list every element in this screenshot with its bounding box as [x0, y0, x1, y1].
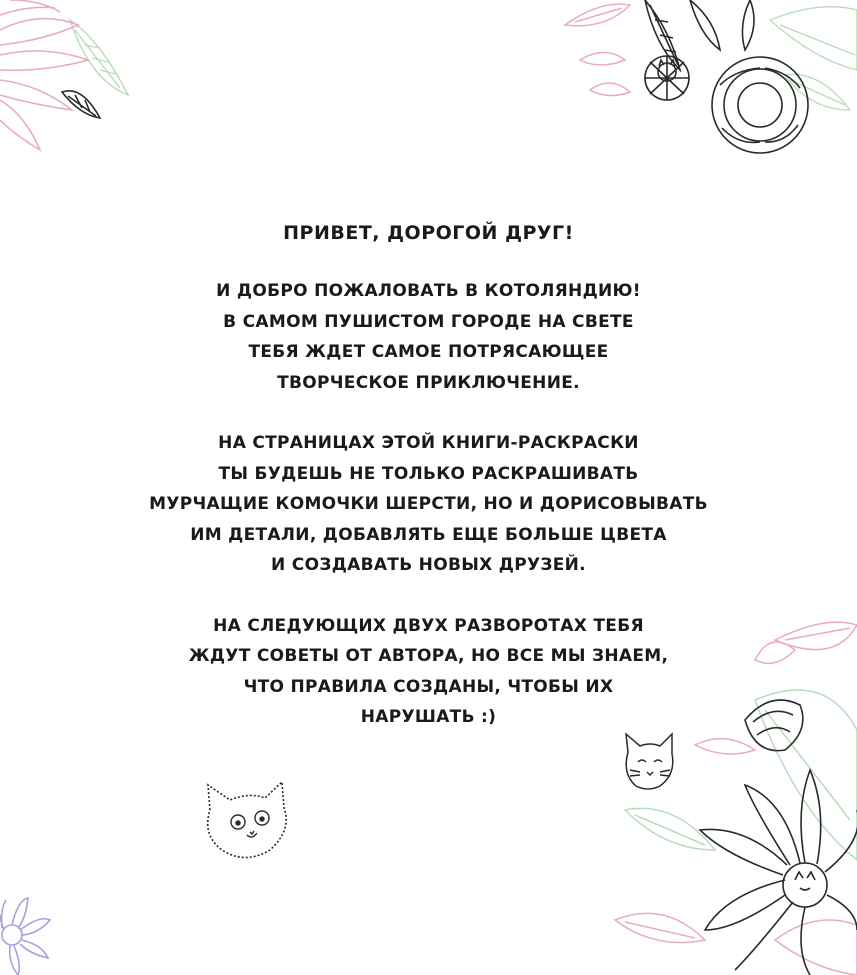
- text-line: ТЕБЯ ЖДЕТ САМОЕ ПОТРЯСАЮЩЕЕ: [248, 342, 609, 362]
- text-line: НА СТРАНИЦАХ ЭТОЙ КНИГИ-РАСКРАСКИ: [218, 433, 639, 453]
- text-line: НАРУШАТЬ :): [360, 707, 497, 727]
- text-line: ЧТО ПРАВИЛА СОЗДАНЫ, ЧТОБЫ ИХ: [243, 676, 614, 697]
- paragraph-1: [0, 276, 857, 398]
- text-line: В САМОМ ПУШИСТОМ ГОРОДЕ НА СВЕТЕ: [223, 311, 634, 332]
- text-line: ИМ ДЕТАЛИ, ДОБАВЛЯТЬ ЕЩЕ БОЛЬШЕ ЦВЕТА: [190, 524, 667, 545]
- dark-flower-icon: [560, 0, 857, 165]
- pink-flower-icon: [0, 0, 140, 165]
- page-title: ПРИВЕТ, ДОРОГОЙ ДРУГ!: [283, 222, 574, 244]
- paragraph-2: [0, 428, 857, 581]
- text-line: ТВОРЧЕСКОЕ ПРИКЛЮЧЕНИЕ.: [277, 372, 580, 393]
- dark-flower-icon: [595, 610, 857, 975]
- cat-face-icon: [200, 780, 295, 865]
- text-line: И СОЗДАВАТЬ НОВЫХ ДРУЗЕЙ.: [271, 555, 586, 575]
- purple-flower-icon: [0, 890, 55, 975]
- text-line: ЖДУТ СОВЕТЫ ОТ АВТОРА, НО ВСЕ МЫ ЗНАЕМ,: [188, 646, 669, 666]
- text-line: НА СЛЕДУЮЩИХ ДВУХ РАЗВОРОТАХ ТЕБЯ: [213, 615, 644, 636]
- text-line: ТЫ БУДЕШЬ НЕ ТОЛЬКО РАСКРАШИВАТЬ: [218, 463, 639, 484]
- text-line: И ДОБРО ПОЖАЛОВАТЬ В КОТОЛЯНДИЮ!: [216, 281, 641, 301]
- text-line: МУРЧАЩИЕ КОМОЧКИ ШЕРСТИ, НО И ДОРИСОВЫВАТЬ: [149, 494, 708, 514]
